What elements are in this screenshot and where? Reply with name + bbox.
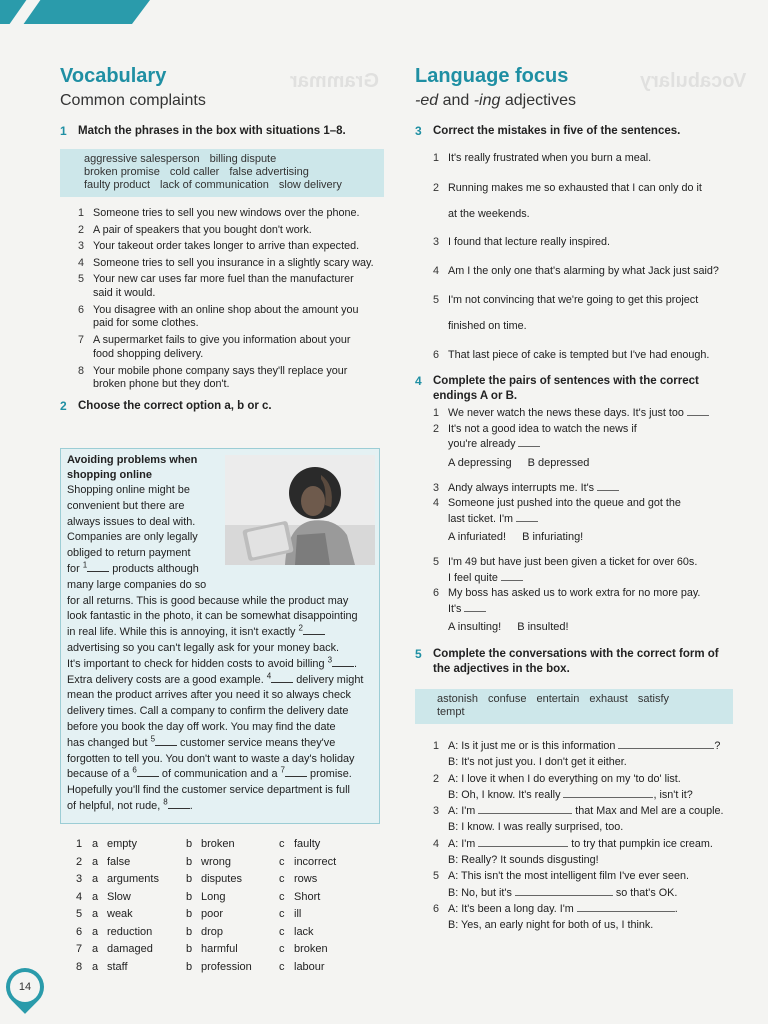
list-item: 6 My boss has asked us to work extra for no more pay. [433, 587, 701, 599]
article-line: Extra delivery costs are a good example. $^4$ delivery might [67, 670, 364, 686]
conversation-line: B: Really? It sounds disgusting! [448, 854, 599, 867]
article-line: forgotten to tell you. You don't want to waste a day's holiday [67, 752, 355, 765]
show-through-text-2: Grammar [290, 70, 379, 92]
article-line: for $^1$ products although [67, 560, 199, 575]
pair-group-1 [415, 406, 737, 471]
article-line: has changed but $^5$ customer service means they've [67, 734, 336, 749]
list-item-cont: food shopping delivery. [93, 347, 204, 360]
article-box [60, 448, 380, 824]
list-item: 3 I found that lecture really inspired. [433, 236, 611, 248]
list-item: 6 You disagree with an online shop about the amount you [78, 303, 359, 316]
article-line: look fantastic in the photo, it can be somewhat disappointing [67, 610, 358, 623]
list-item: 1 We never watch the news these days. It's just too [431, 406, 737, 422]
article-line: convenient but there are [67, 499, 185, 512]
task-1-instruction: 1 Match the phrases in the box with situations 1–8. [60, 124, 346, 138]
conversation-line: 1 A: Is it just me or is this information ? [433, 740, 721, 752]
article-line: because of a $^6$ of communication and a $^7$ promise. [67, 765, 352, 781]
conversations [415, 738, 737, 934]
adjective: confuse [487, 693, 527, 705]
conversation-line: 5 A: This isn't the most intelligent film I've ever seen. [433, 870, 689, 883]
task-2-instruction: 2 Choose the correct option a, b or c. [60, 399, 272, 413]
phrase-box [60, 149, 384, 197]
article-line: many large companies do so [67, 578, 207, 591]
list-item-cont: at the weekends. [448, 208, 530, 220]
phrase: aggressive salesperson [84, 153, 200, 165]
list-item-cont: broken phone but they don't. [93, 378, 230, 390]
section-subtitle: Common complaints [60, 92, 206, 109]
list-item: 5 Your new car uses far more fuel than the manufacturer [78, 273, 354, 285]
article-line: Hopefully you'll find the customer service department is full [67, 784, 350, 797]
article-line: of helpful, not rude, $^8$ . [67, 797, 193, 812]
article-title: shopping online [67, 469, 152, 481]
phrase: slow delivery [278, 179, 342, 191]
phrase: lack of communication [160, 179, 269, 191]
adjective: exhaust [589, 693, 628, 705]
list-item: 5 I'm not convincing that we're going to get this project [433, 294, 699, 306]
woman-laptop-photo [225, 455, 375, 565]
list-item: 3 Andy always interrupts me. It's [431, 481, 737, 497]
phrase: faulty product [84, 179, 151, 191]
list-item-cont: I feel quite [431, 571, 737, 587]
list-item-cont: It's [431, 602, 737, 618]
article-line: delivery times. Call a company to confirm the delivery date [67, 705, 349, 718]
language-focus-column [415, 64, 737, 934]
list-item: 4 Someone tries to sell you insurance in a slightly scary way. [78, 256, 374, 269]
list-item: 2 It's not a good idea to watch the news if [433, 422, 637, 435]
show-through-text: Vocabulary [640, 70, 747, 92]
article-line: Shopping online might be [67, 484, 190, 496]
task-5-instruction: 5 Complete the conversations with the correct form of the adjectives in the box. [415, 647, 719, 675]
vocabulary-column [60, 64, 382, 414]
list-item: 6 That last piece of cake is tempted but I've had enough. [433, 349, 710, 361]
conversation-line: 4 A: I'm to try that pumpkin ice cream. [433, 837, 713, 850]
adjective: astonish [437, 693, 478, 705]
phrase: cold caller [169, 166, 220, 178]
list-item: 7 A supermarket fails to give you information about your [78, 334, 351, 346]
list-item: 1 Someone tries to sell you new windows over the phone. [78, 207, 360, 219]
conversation-line: B: I know. I was really surprised, too. [448, 821, 624, 834]
adjective: entertain [536, 693, 580, 705]
article-title: Avoiding problems when [67, 454, 198, 466]
mistake-sentences [415, 145, 737, 368]
list-item: 4 Am I the only one that's alarming by what Jack just said? [433, 265, 719, 277]
list-item-cont: paid for some clothes. [93, 317, 199, 329]
article-line: It's important to check for hidden costs to avoid billing $^3$ . [67, 655, 358, 670]
list-item-cont: you're already [431, 437, 737, 453]
choice-ab: A depressing B depressed [448, 456, 590, 469]
task-3-instruction: 3 Correct the mistakes in five of the sentences. [415, 124, 681, 138]
option-row: 3 a arguments b disputes c rows [76, 873, 318, 885]
conversation-line: B: It's not just you. I don't get it either. [448, 756, 627, 769]
article-line: obliged to return payment [67, 547, 191, 560]
section-title: Language focus [415, 65, 569, 87]
conversation-line: 6 A: It's been a long day. I'm . [433, 902, 678, 915]
option-row: 2 a false b wrong c incorrect [76, 855, 337, 868]
situations-list [60, 205, 382, 391]
article-line: before you book the day off work. You may find the date [67, 720, 336, 733]
conversation-line: B: Yes, an early night for both of us, I think. [448, 919, 654, 932]
list-item: 2 A pair of speakers that you bought don't work. [78, 223, 312, 236]
phrase: billing dispute [209, 153, 277, 165]
phrase: broken promise [84, 166, 160, 178]
conversation-line: B: Oh, I know. It's really , isn't it? [448, 788, 693, 801]
option-row: 7 a damaged b harmful c broken [76, 943, 328, 955]
conversation-line: 3 A: I'm that Max and Mel are a couple. [433, 805, 724, 818]
choice-ab: A infuriated! B infuriating! [448, 531, 584, 543]
option-row: 4 a Slow b Long c Short [76, 890, 321, 903]
pair-group-3 [415, 555, 737, 635]
article-line: mean the product arrives after you need it so always check [67, 689, 351, 702]
list-item-cont: said it would. [93, 286, 156, 299]
section-subtitle: -ed and -ing adjectives [415, 92, 576, 109]
adjective-box [415, 689, 733, 724]
list-item: 5 I'm 49 but have just been given a ticket for over 60s. [433, 556, 698, 568]
list-item: 8 Your mobile phone company says they'll replace your [78, 364, 348, 377]
article-line: always issues to deal with. [67, 515, 196, 528]
list-item: 4 Someone just pushed into the queue and got the [433, 497, 681, 509]
conversation-line: B: No, but it's so that's OK. [448, 886, 678, 899]
task-4-instruction: 4 Complete the pairs of sentences with the correct endings A or B. [415, 374, 699, 402]
list-item: 3 Your takeout order takes longer to arrive than expected. [78, 240, 360, 252]
option-row: 5 a weak b poor c ill [76, 908, 302, 920]
option-row: 1 a empty b broken c faulty [76, 838, 321, 850]
option-row: 8 a staff b profession c labour [76, 960, 325, 973]
page-number: 14 [10, 972, 40, 1002]
article-line: in real life. While this is annoying, it isn't exactly $^2$ [67, 625, 373, 641]
article-line: Companies are only legally [67, 531, 198, 544]
option-row: 6 a reduction b drop c lack [76, 925, 314, 938]
adjective: tempt [437, 706, 465, 718]
answer-options [76, 836, 336, 976]
article-line: advertising so you can't legally ask for your money back. [67, 641, 340, 654]
photo-illustration [225, 455, 375, 565]
list-item-cont: finished on time. [448, 320, 527, 332]
list-item: 2 Running makes me so exhausted that I can only do it [433, 182, 702, 194]
section-title: Vocabulary [60, 65, 167, 87]
conversation-line: 2 A: I love it when I do everything on my 'to do' list. [433, 772, 681, 785]
list-item: 1 It's really frustrated when you burn a meal. [433, 152, 652, 164]
adjective: satisfy [637, 693, 670, 705]
phrase: false advertising [229, 166, 309, 178]
pair-group-2 [415, 481, 737, 546]
list-item-cont: last ticket. I'm [431, 512, 737, 528]
article-line: for all returns. This is good because while the product may [67, 594, 349, 607]
choice-ab: A insulting! B insulted! [448, 621, 569, 633]
